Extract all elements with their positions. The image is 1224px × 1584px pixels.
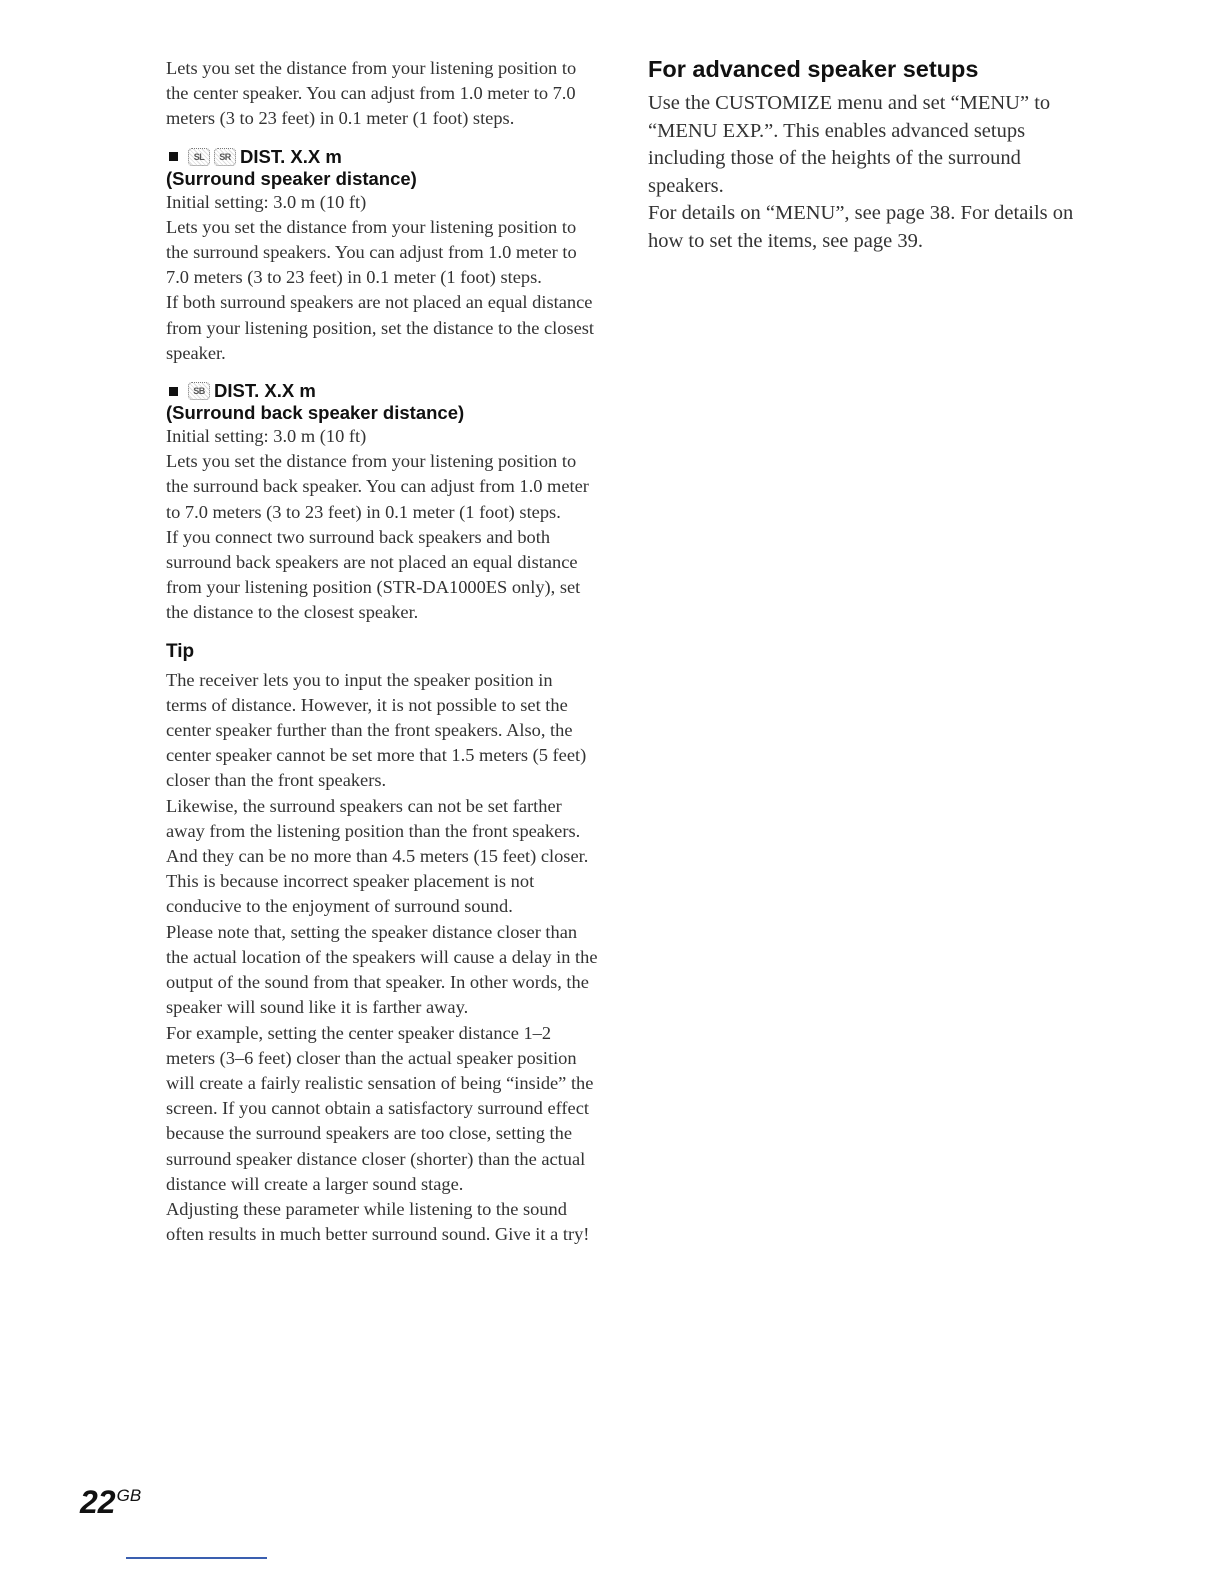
- tip-paragraph-5: For example, setting the center speaker distance 1–2 meters (3–6 feet) closer than the actual speaker position will create a fairly realistic sensation of being “inside” the screen. If you cannot obtain a satisfactory surround effect because the surround speakers are too close, setting the surround speaker distance closer (shorter) than the actual distance will create a larger sound stage.: [166, 1022, 594, 1194]
- left-column: [166, 56, 598, 1247]
- page-number-suffix: GB: [116, 1486, 142, 1506]
- tip-section: [166, 640, 598, 1248]
- surround-distance-heading: [166, 146, 598, 168]
- advanced-setups-paragraph-1: Use the CUSTOMIZE menu and set “MENU” to “MENU EXP.”. This enables advanced setups including those of the heights of the surround speakers.: [648, 92, 1051, 197]
- surround-paragraph-1: Lets you set the distance from your listening position to the surround speakers. You can adjust from 1.0 meter to 7.0 meters (3 to 23 feet) in 0.1 meter (1 foot) steps.: [166, 216, 577, 288]
- center-distance-description: Lets you set the distance from your listening position to the center speaker. You can adjust from 1.0 meter to 7.0 meters (3 to 23 feet) in 0.1 meter (1 foot) steps.: [166, 58, 577, 129]
- surround-back-paragraph-2: If you connect two surround back speakers and both surround back speakers are not placed an equal distance from your listening position (STR-DA1000ES only), set the distance to the closest speaker.: [166, 526, 581, 623]
- tip-paragraph-1: The receiver lets you to input the speaker position in terms of distance. However, it is not possible to set the center speaker further than the front speakers. Also, the center speaker cannot be set more that 1.5 meters (5 feet) closer than the front speakers.: [166, 669, 587, 791]
- advanced-setups-paragraph-2: For details on “MENU”, see page 38. For details on how to set the items, see page 39.: [648, 202, 1074, 252]
- surround-distance-section: [166, 146, 598, 366]
- right-column: [648, 56, 1088, 256]
- tip-paragraph-4: Please note that, setting the speaker distance closer than the actual location of the speakers will cause a delay in the output of the sound from that speaker. In other words, the speaker will sound like it is farther away.: [166, 921, 598, 1018]
- surround-distance-subtitle: (Surround speaker distance): [166, 167, 417, 189]
- surround-back-distance-heading: [166, 380, 598, 402]
- surround-back-distance-subtitle: (Surround back speaker distance): [166, 402, 465, 424]
- tip-paragraph-3: This is because incorrect speaker placement is not conducive to the enjoyment of surround sound.: [166, 871, 535, 917]
- bullet-icon: [169, 387, 178, 396]
- surround-right-speaker-icon: SR: [214, 148, 236, 166]
- tip-paragraph-6: Adjusting these parameter while listening to the sound often results in much better surround sound. Give it a try!: [166, 1198, 590, 1245]
- surround-back-paragraph-1: Lets you set the distance from your listening position to the surround back speaker. You can adjust from 1.0 meter to 7.0 meters (3 to 23 feet) in 0.1 meter (1 foot) steps.: [166, 451, 589, 522]
- surround-back-initial-setting: Initial setting: 3.0 m (10 ft): [166, 426, 367, 447]
- bullet-icon: [169, 152, 178, 161]
- surround-back-speaker-icon: SB: [188, 382, 210, 400]
- surround-paragraph-2: If both surround speakers are not placed an equal distance from your listening position, set the distance to the closest speaker.: [166, 292, 595, 363]
- tip-paragraph-2: Likewise, the surround speakers can not be set farther away from the listening position than the front speakers. And they can be no more than 4.5 meters (15 feet) closer.: [166, 795, 589, 867]
- surround-initial-setting: Initial setting: 3.0 m (10 ft): [166, 191, 367, 212]
- surround-left-speaker-icon: SL: [188, 148, 210, 166]
- tip-heading: Tip: [166, 640, 195, 662]
- surround-distance-title: DIST. X.X m: [240, 145, 342, 167]
- surround-back-distance-section: [166, 380, 598, 626]
- surround-back-distance-title: DIST. X.X m: [214, 380, 316, 402]
- footer-rule: [126, 1557, 267, 1559]
- page-number-value: 22: [80, 1484, 116, 1520]
- advanced-setups-heading: For advanced speaker setups: [648, 56, 979, 82]
- page-number: [80, 1484, 141, 1521]
